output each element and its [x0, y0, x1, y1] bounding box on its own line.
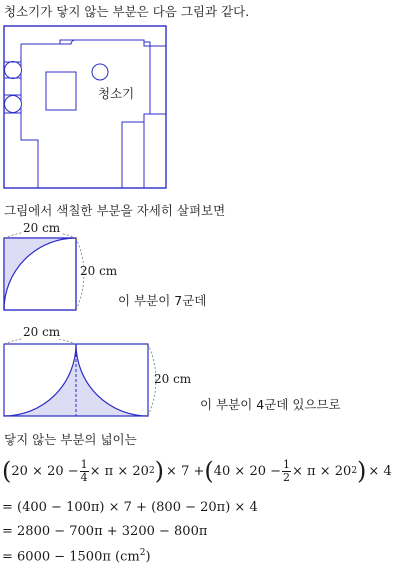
- fig2-caption: 이 부분이 4군데 있으므로: [200, 397, 341, 412]
- formula-term-c: × 7 +: [166, 463, 205, 479]
- formula-line-3: = 2800 − 700π + 3200 − 800π: [2, 524, 208, 539]
- fraction-quarter: $\frac{1}{4}$: [80, 457, 88, 484]
- room-outer-wall: [4, 26, 166, 188]
- room-diagram: [0, 0, 400, 200]
- formula-term-e: × π × 20: [292, 463, 352, 479]
- formula-line-2: = (400 − 100π) × 7 + (800 − 20π) × 4: [2, 500, 258, 515]
- fraction-half: $\frac{1}{2}$: [283, 457, 291, 484]
- formula-term-d: 40 × 20 −: [213, 463, 282, 479]
- fig1-side-label: 20 cm: [80, 264, 118, 278]
- intro-text: 청소기가 닿지 않는 부분은 다음 그림과 같다.: [4, 4, 250, 19]
- formula-line-1: ( 20 × 20 − $\frac{1}{4}$ × π × 20 2 ) × 7 + ( 40 × 20 − $\frac{1}{2}$ × π × 20 2 ) × 4: [2, 457, 392, 485]
- inner-circle-obstacle: [92, 64, 108, 80]
- inner-square-obstacle: [46, 72, 76, 110]
- pillar-circle-1: [5, 62, 22, 79]
- fig1-caption: 이 부분이 7군데: [118, 293, 207, 308]
- formula-term-a: 20 × 20 −: [11, 463, 79, 479]
- area-title: 닿지 않는 부분의 넓이는: [4, 432, 137, 447]
- fig1-top-label: 20 cm: [23, 221, 61, 235]
- room-label: 청소기: [98, 86, 135, 101]
- formula-term-b: × π × 20: [89, 463, 149, 479]
- formula-line-4: = 6000 − 1500π $(cm^2)$: [2, 548, 151, 565]
- examine-text: 그림에서 색칠한 부분을 자세히 살펴보면: [4, 203, 226, 218]
- formula-term-f: × 4: [368, 463, 392, 479]
- fig2-top-label: 20 cm: [23, 325, 61, 339]
- fig2-side-label: 20 cm: [154, 372, 192, 386]
- pillar-circle-2: [5, 96, 22, 113]
